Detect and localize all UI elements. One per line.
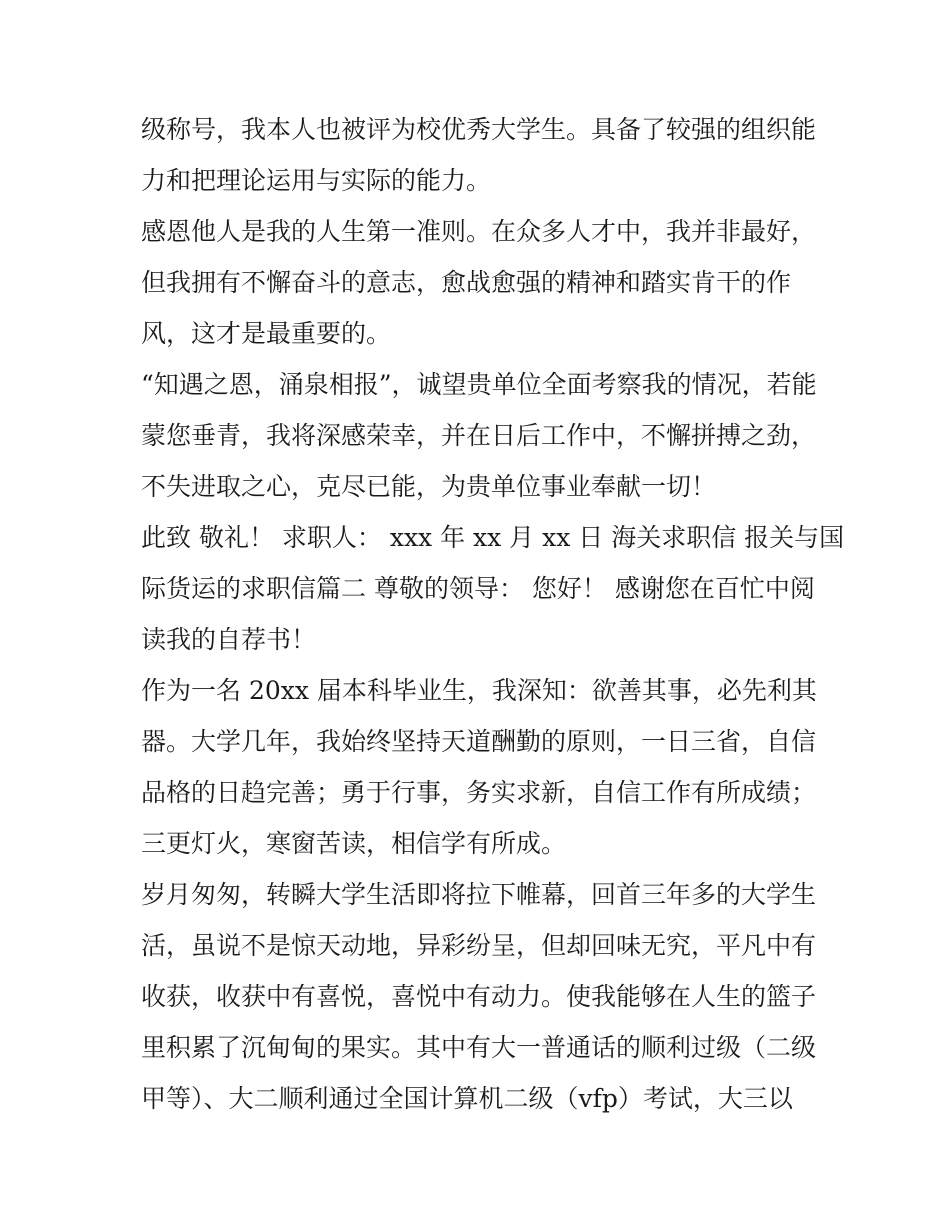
text-line: 活，虽说不是惊天动地，异彩纷呈，但却回味无究，平凡中有 (141, 931, 817, 960)
text-line: 际货运的求职信篇二 尊敬的领导： 您好！ 感谢您在百忙中阅 (141, 574, 815, 603)
text-line: 收获，收获中有喜悦，喜悦中有动力。使我能够在人生的篮子 (141, 982, 817, 1011)
text-line: 此致 敬礼！ 求职人： xxx 年 xx 月 xx 日 海关求职信 报关与国 (141, 523, 845, 552)
text-line: 甲等）、大二顺利通过全国计算机二级（vfp）考试，大三以 (141, 1084, 793, 1113)
text-line: 但我拥有不懈奋斗的意志，愈战愈强的精神和踏实肯干的作 (141, 268, 792, 297)
text-line: “知遇之恩，涌泉相报”，诚望贵单位全面考察我的情况，若能 (141, 370, 817, 399)
text-line: 感恩他人是我的人生第一准则。在众多人才中，我并非最好， (141, 217, 817, 246)
text-line: 里积累了沉甸甸的果实。其中有大一普通话的顺利过级（二级 (141, 1033, 817, 1062)
text-line: 蒙您垂青，我将深感荣幸，并在日后工作中，不懈拼搏之劲， (141, 421, 817, 450)
text-line: 器。大学几年，我始终坚持天道酬勤的原则，一日三省，自信 (141, 727, 817, 756)
text-line: 读我的自荐书！ (141, 625, 317, 654)
body-text (141, 104, 845, 1124)
text-line: 风，这才是最重要的。 (141, 319, 392, 348)
text-line: 作为一名 20xx 届本科毕业生，我深知：欲善其事，必先利其 (141, 676, 817, 705)
text-line: 级称号，我本人也被评为校优秀大学生。具备了较强的组织能 (141, 115, 817, 144)
text-line: 力和把理论运用与实际的能力。 (141, 166, 492, 195)
text-line: 岁月匆匆，转瞬大学生活即将拉下帷幕，回首三年多的大学生 (141, 880, 817, 909)
text-line: 三更灯火，寒窗苦读，相信学有所成。 (141, 829, 567, 858)
text-line: 品格的日趋完善；勇于行事，务实求新，自信工作有所成绩； (141, 778, 817, 807)
text-line: 不失进取之心，克尽已能，为贵单位事业奉献一切！ (141, 472, 717, 501)
